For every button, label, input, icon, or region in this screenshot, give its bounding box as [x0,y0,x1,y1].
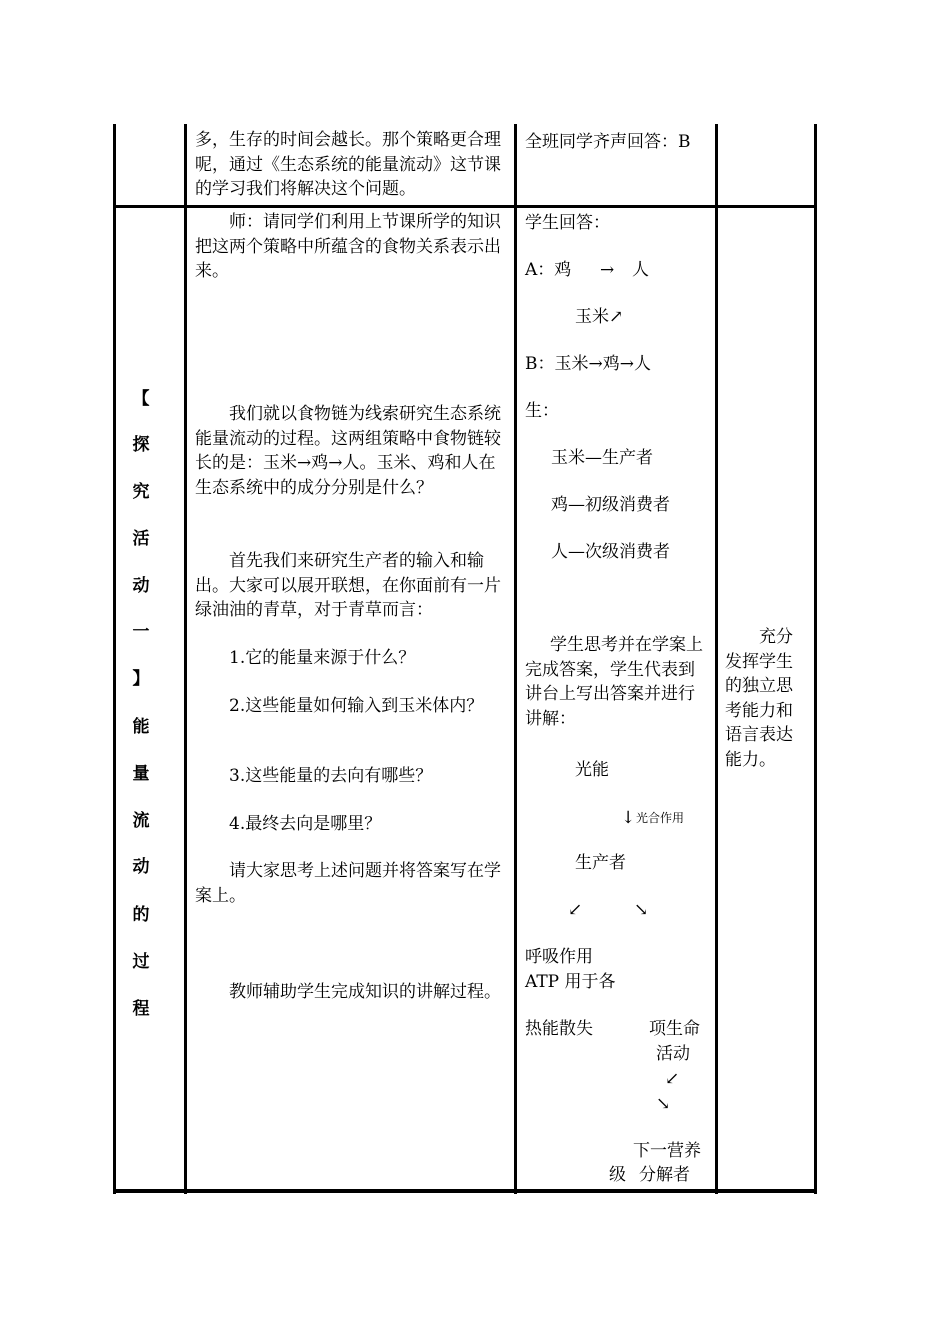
person-role: 人—次级消费者 [551,542,670,562]
teacher-paragraph: 首先我们来研究生产者的输入和输出。大家可以展开联想，在你面前有一片绿油油的青草，对于青草而言： [195,551,501,620]
chicken-role: 鸡—初级消费者 [551,495,670,515]
arrow-down-right-icon: ↘ [656,1094,671,1114]
student-answer-title: 学生回答： [525,213,610,233]
design-intent-text: 充分发挥学生的独立思考能力和语言表达能力。 [725,627,793,770]
light-energy: 光能 [575,760,609,780]
life-activity-label: 活动 [656,1044,690,1064]
food-web-a-label: A：鸡 [525,260,572,280]
teacher-paragraph: 请大家思考上述问题并将答案写在学案上。 [195,861,501,906]
food-web-a-corn: 玉米↗ [575,307,624,327]
section-title-char: 动 [132,857,150,877]
student-label: 生： [525,401,559,421]
section-title-char: 究 [132,482,150,502]
food-chain-b: B：玉米→鸡→人 [525,354,651,374]
food-web-a-person: 人 [632,260,649,280]
table-divider-3 [715,124,718,1194]
trophic-level-suffix: 级 [609,1165,626,1185]
right-arrow-icon: → [600,260,615,280]
respiration-label: 呼吸作用 [525,947,593,967]
student-think-text: 学生思考并在学案上完成答案，学生代表到讲台上写出答案并进行讲解： [525,635,703,729]
teacher-question: 2.这些能量如何输入到玉米体内？ [229,696,484,716]
table-row-separator [113,205,817,208]
row1-teacher-text: 多，生存的时间会越长。那个策略更合理呢，通过《生态系统的能量流动》这节课的学习我们将解决这个问题。 [195,130,501,199]
arrow-down-left-icon: ↙ [665,1069,680,1089]
teacher-question: 3.这些能量的去向有哪些？ [229,766,433,786]
arrow-down-right-icon: ↘ [634,900,649,920]
producer-label: 生产者 [575,853,626,873]
section-title-char: 能 [132,717,150,737]
life-activity-label: 项生命 [649,1019,700,1039]
section-title-char: 量 [132,764,150,784]
teacher-paragraph: 我们就以食物链为线索研究生态系统能量流动的过程。这两组策略中食物链较长的是：玉米→鸡→人。玉米、鸡和人在生态系统中的成分分别是什么？ [195,404,501,498]
teacher-paragraph: 师：请同学们利用上节课所学的知识把这两个策略中所蕴含的食物关系表示出来。 [195,212,501,281]
table-border-right [814,124,817,1194]
section-title-char: 的 [132,905,150,925]
photosynthesis-label: 光合作用 [636,811,685,825]
section-title-char: 流 [132,811,150,831]
table-divider-2 [514,124,517,1194]
heat-loss-label: 热能散失 [525,1019,593,1039]
section-title-char: 程 [132,999,150,1019]
table-border-bottom [113,1189,817,1193]
teacher-question: 4.最终去向是哪里？ [229,814,382,834]
decomposer-label: 分解者 [639,1165,690,1185]
section-title-char: 一 [132,622,150,642]
corn-role: 玉米—生产者 [551,448,653,468]
teacher-question: 1.它的能量来源于什么？ [229,648,416,668]
section-title-char: 探 [132,435,150,455]
arrow-down-left-icon: ↙ [568,900,583,920]
section-title-char: 活 [132,529,150,549]
down-arrow-icon: ↓ [621,808,636,828]
section-title-char: 【 [132,389,150,409]
next-trophic-level-label: 下一营养 [633,1141,701,1161]
row1-student-text: 全班同学齐声回答：B [525,132,691,152]
atp-label: ATP 用于各 [525,972,616,992]
section-title-char: 动 [132,576,150,596]
section-title-char: 过 [132,952,150,972]
section-title-char: 】 [132,669,150,689]
table-border-left [113,124,116,1194]
teacher-paragraph: 教师辅助学生完成知识的讲解过程。 [229,982,501,1002]
table-divider-1 [184,124,187,1194]
